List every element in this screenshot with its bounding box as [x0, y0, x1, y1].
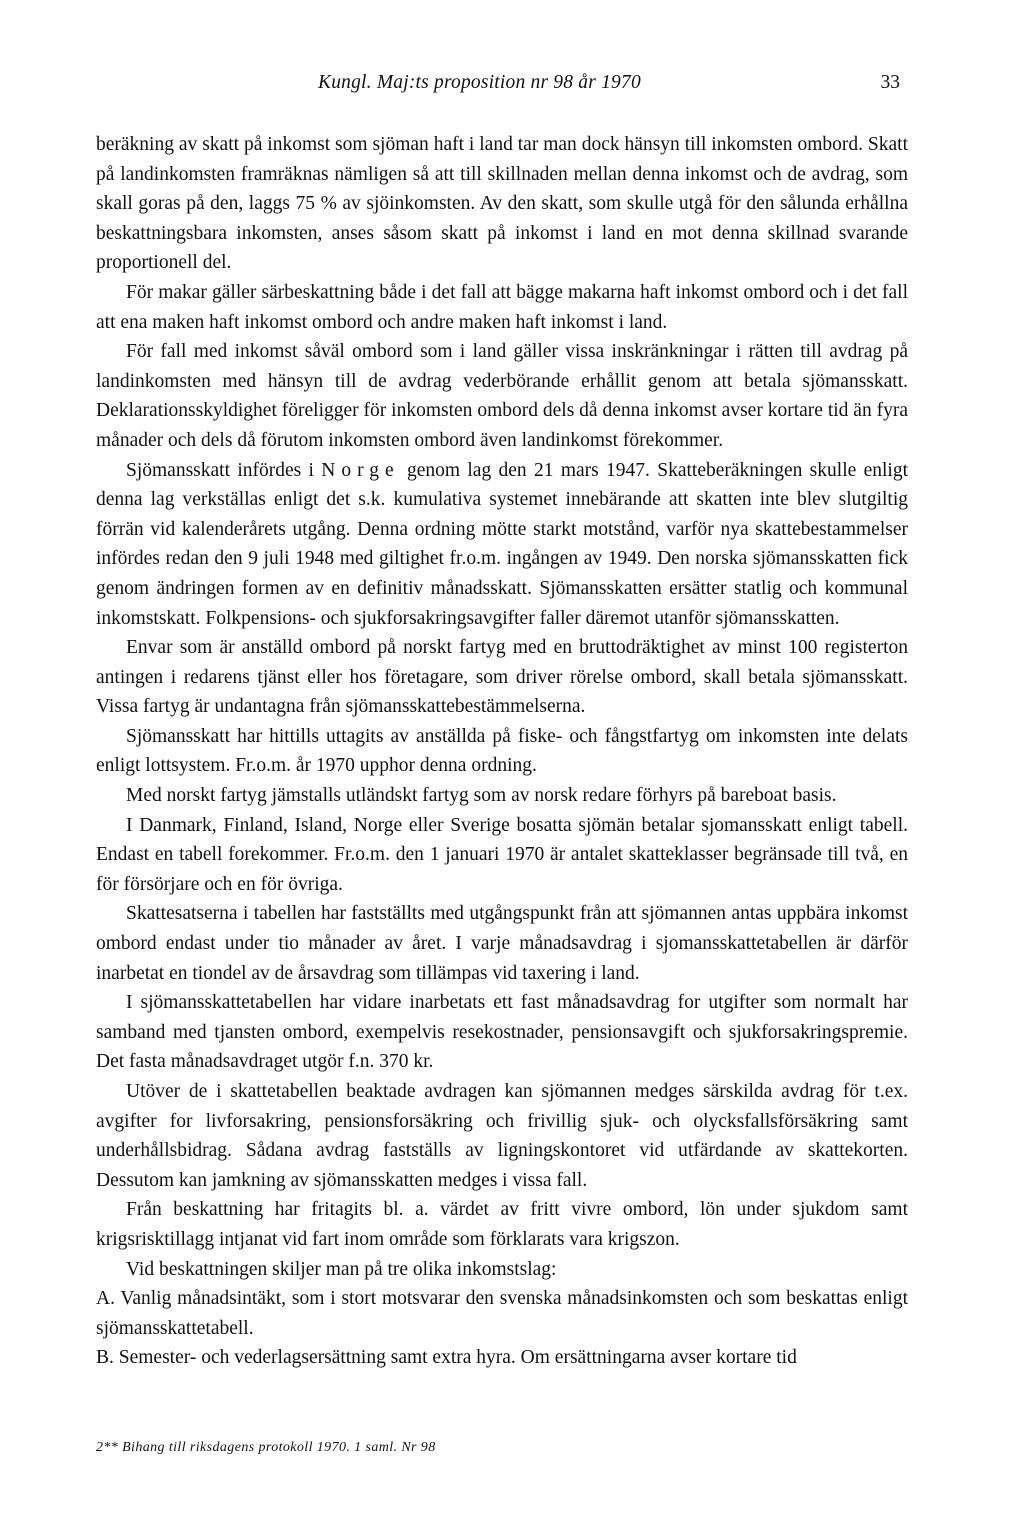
- paragraph-text: Sjömansskatt infördes i: [126, 459, 322, 481]
- paragraph-text: genom lag den 21 mars 1947. Skatteberäkningen skulle enligt denna lag verkställas enligt det s.k. kumulativa systemet innebärande att skatten inte blev slutgiltig förrän vid kalenderårets utgång. Denna ordning mötte starkt motstånd, varför nya skattebestammelser infördes redan den 9 juli 1948 med giltighet fr.o.m. ingången av 1949. Den norska sjömansskatten fick genom ändringen formen av en definitiv månadsskatt. Sjömansskatten ersätter statlig och kommunal inkomstskatt. Folkpensions- och sjukforsakringsavgifter faller däremot utanför sjömansskatten.: [96, 459, 908, 629]
- paragraph: Med norskt fartyg jämstalls utländskt fartyg som av norsk redare förhyrs på bareboat basis.: [126, 785, 837, 807]
- paragraph: Utöver de i skattetabellen beaktade avdragen kan sjömannen medges särskilda avdrag för t.ex. avgifter for livforsakring, pensionsforsäkring och frivillig sjuk- och olycksfallsförsäkring samt underhållsbidrag. Sådana avdrag fastställs av ligningskontoret vid utfärdande av skattekorten. Dessutom kan jamkning av sjömansskatten medges i vissa fall.: [96, 1081, 908, 1191]
- body-text: [96, 130, 908, 1373]
- list-item-a: A. Vanlig månadsintäkt, som i stort motsvarar den svenska månadsinkomsten och som beskattas enligt sjömansskattetabell.: [96, 1288, 908, 1339]
- spaced-emphasis: Norge: [321, 459, 400, 481]
- paragraph: Skattesatserna i tabellen har fastställts med utgångspunkt från att sjömannen antas uppbära inkomst ombord endast under tio månader av året. I varje månadsavdrag i sjomansskattetabellen är därför inarbetat en tiondel av de årsavdrag som tillämpas vid taxering i land.: [96, 903, 908, 984]
- paragraph: I sjömansskattetabellen har vidare inarbetats ett fast månadsavdrag for utgifter som normalt har samband med tjansten ombord, exempelvis resekostnader, pensionsavgift och sjukforsakringspremie. Det fasta månadsavdraget utgör f.n. 370 kr.: [96, 992, 908, 1073]
- paragraph: Vid beskattningen skiljer man på tre olika inkomstslag:: [126, 1258, 557, 1280]
- paragraph: Från beskattning har fritagits bl. a. värdet av fritt vivre ombord, lön under sjukdom samt krigsrisktillagg intjanat vid fart inom område som förklarats vara krigszon.: [96, 1199, 908, 1250]
- paragraph: Sjömansskatt har hittills uttagits av anställda på fiske- och fångstfartyg om inkomsten inte delats enligt lottsystem. Fr.o.m. år 1970 upphor denna ordning.: [96, 725, 908, 777]
- paragraph: I Danmark, Finland, Island, Norge eller Sverige bosatta sjömän betalar sjomansskatt enligt tabell. Endast en tabell forekommer. Fr.o.m. den 1 januari 1970 är antalet skatteklasser begränsade till två, en för försörjare och en för övriga.: [96, 814, 908, 895]
- paragraph: Envar som är anställd ombord på norskt fartyg med en bruttodräktighet av minst 100 registerton antingen i redarens tjänst eller hos företagare, som driver rörelse ombord, skall betala sjömansskatt. Vissa fartyg är undantagna från sjömansskattebestämmelserna.: [96, 637, 908, 718]
- running-title: Kungl. Maj:ts proposition nr 98 år 1970: [318, 72, 641, 93]
- list-item-b: B. Semester- och vederlagsersättning samt extra hyra. Om ersättningarna avser kortare tid: [96, 1347, 797, 1369]
- page-number: 33: [880, 72, 900, 93]
- paragraph: beräkning av skatt på inkomst som sjöman haft i land tar man dock hänsyn till inkomsten ombord. Skatt på landinkomsten framräknas nämligen så att till skillnaden mellan denna inkomst och de avdrag, som skall goras på den, laggs 75 % av sjöinkomsten. Av den skatt, som skulle utgå för den sålunda erhållna beskattningsbara inkomsten, anses såsom skatt på inkomst i land en mot denna skillnad svarande proportionell del.: [96, 134, 908, 274]
- paragraph: För makar gäller särbeskattning både i det fall att bägge makarna haft inkomst ombord och i det fall att ena maken haft inkomst ombord och andre maken haft inkomst i land.: [96, 281, 908, 333]
- paragraph: För fall med inkomst såväl ombord som i land gäller vissa inskränkningar i rätten till avdrag på landinkomsten med hänsyn till de avdrag vederbörande erhållit genom att betala sjömansskatt. Deklarationsskyldighet föreligger för inkomsten ombord dels då denna inkomst avser kortare tid än fyra månader och dels då förutom inkomsten ombord även landinkomst förekommer.: [96, 341, 908, 451]
- page-header: [96, 72, 908, 102]
- paragraph-norge: [96, 456, 908, 634]
- footer-signature: 2** Bihang till riksdagens protokoll 1970. 1 saml. Nr 98: [96, 1440, 436, 1455]
